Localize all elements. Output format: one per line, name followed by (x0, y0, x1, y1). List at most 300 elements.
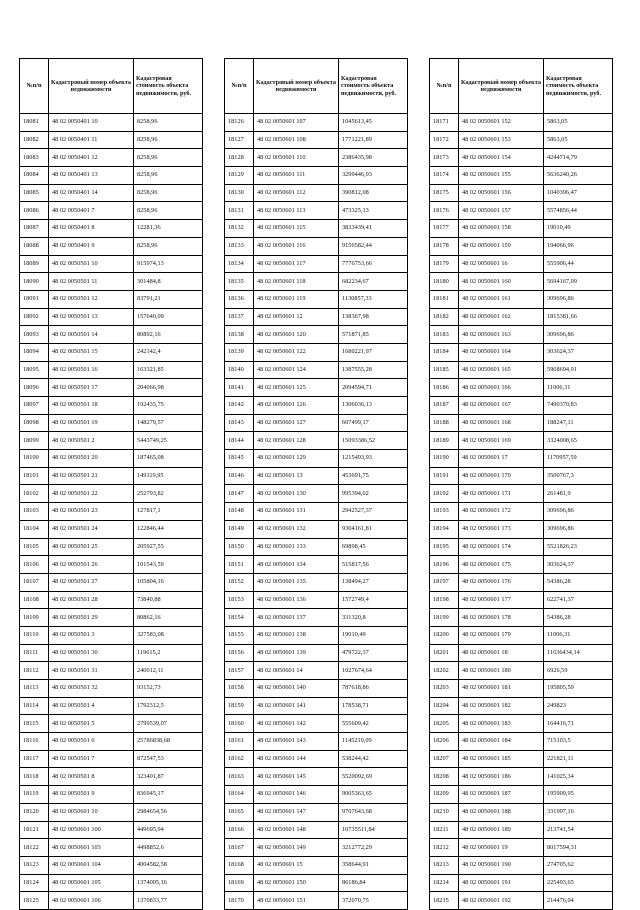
cadastral-number: 48 02 0050601 150 (254, 874, 339, 892)
table-header (430, 59, 613, 114)
cadastral-cost: 11006,31 (544, 379, 613, 397)
cadastral-number: 48 02 0050601 108 (254, 131, 339, 149)
table-row (20, 768, 203, 786)
row-number: 18084 (20, 167, 49, 185)
row-number: 18093 (20, 326, 49, 344)
table-row (225, 626, 408, 644)
table-row (225, 184, 408, 202)
row-number: 18183 (430, 326, 459, 344)
cadastral-cost: 11006,31 (544, 626, 613, 644)
cadastral-cost: 5968694,91 (544, 361, 613, 379)
cadastral-number: 48 02 0050601 159 (459, 237, 544, 255)
table-row (225, 308, 408, 326)
cadastral-number: 48 02 0050501 9 (49, 786, 134, 804)
cadastral-cost: 249823 (544, 697, 613, 715)
cadastral-cost: 69898,45 (339, 538, 408, 556)
row-number: 18123 (20, 856, 49, 874)
cadastral-cost: 301484,8 (134, 273, 203, 291)
cadastral-cost: 1572749,4 (339, 591, 408, 609)
cadastral-cost: 1027674,64 (339, 662, 408, 680)
cadastral-cost: 105804,16 (134, 573, 203, 591)
cadastral-number: 48 02 0050601 122 (254, 343, 339, 361)
header-cadastral-cost: Кадастровая стоимость объекта недвижимости, руб. (544, 59, 613, 114)
row-number: 18166 (225, 821, 254, 839)
cadastral-number: 48 02 0050601 155 (459, 167, 544, 185)
cadastral-number: 48 02 0050601 127 (254, 414, 339, 432)
cadastral-cost: 3299446,93 (339, 167, 408, 185)
cadastral-number: 48 02 0050501 25 (49, 538, 134, 556)
cadastral-cost: 221821,11 (544, 750, 613, 768)
table-row (225, 414, 408, 432)
row-number: 18098 (20, 414, 49, 432)
cadastral-cost: 3833439,41 (339, 220, 408, 238)
row-number: 18115 (20, 715, 49, 733)
cadastral-number: 48 02 0050601 182 (459, 697, 544, 715)
row-number: 18178 (430, 237, 459, 255)
table-row (20, 308, 203, 326)
cadastral-number: 48 02 0050501 12 (49, 290, 134, 308)
row-number: 18201 (430, 644, 459, 662)
row-number: 18086 (20, 202, 49, 220)
cadastral-cost: 25786838,68 (134, 733, 203, 751)
row-number: 18150 (225, 538, 254, 556)
row-number: 18202 (430, 662, 459, 680)
cadastral-cost: 163321,85 (134, 361, 203, 379)
cadastral-cost: 473325,13 (339, 202, 408, 220)
row-number: 18179 (430, 255, 459, 273)
cadastral-number: 48 02 0050601 125 (254, 379, 339, 397)
table-row (225, 573, 408, 591)
table-row (20, 573, 203, 591)
cadastral-number: 48 02 0050501 10 (49, 255, 134, 273)
cadastral-cost: 261481,9 (544, 485, 613, 503)
table-row (430, 856, 613, 874)
cadastral-cost: 225493,65 (544, 874, 613, 892)
row-number: 18169 (225, 874, 254, 892)
cadastral-cost: 205927,55 (134, 538, 203, 556)
table-row (225, 821, 408, 839)
cadastral-number: 48 02 0050601 187 (459, 786, 544, 804)
header-number: №п/п (20, 59, 49, 114)
row-number: 18204 (430, 697, 459, 715)
table-row (20, 131, 203, 149)
row-number: 18125 (20, 892, 49, 910)
cadastral-number: 48 02 0050601 105 (49, 874, 134, 892)
row-number: 18211 (430, 821, 459, 839)
row-number: 18107 (20, 573, 49, 591)
cadastral-number: 48 02 0050601 177 (459, 591, 544, 609)
cadastral-number: 48 02 0050401 14 (49, 184, 134, 202)
table-row (20, 786, 203, 804)
row-number: 18175 (430, 184, 459, 202)
row-number: 18112 (20, 662, 49, 680)
row-number: 18092 (20, 308, 49, 326)
table-row (20, 503, 203, 521)
row-number: 18141 (225, 379, 254, 397)
cadastral-cost: 303624,37 (544, 556, 613, 574)
row-number: 18082 (20, 131, 49, 149)
table-row (225, 450, 408, 468)
cadastral-number: 48 02 0050601 16 (459, 255, 544, 273)
cadastral-number: 48 02 0050601 117 (254, 255, 339, 273)
row-number: 18094 (20, 343, 49, 361)
table-row (430, 184, 613, 202)
table-row (430, 715, 613, 733)
row-number: 18210 (430, 803, 459, 821)
cadastral-cost: 453691,75 (339, 467, 408, 485)
table-row (430, 308, 613, 326)
cadastral-number: 48 02 0050601 135 (254, 573, 339, 591)
cadastral-cost: 555906,44 (544, 255, 613, 273)
table-row (20, 184, 203, 202)
table-row (20, 450, 203, 468)
cadastral-cost: 138494,27 (339, 573, 408, 591)
cadastral-number: 48 02 0050601 164 (459, 343, 544, 361)
table-row (20, 467, 203, 485)
row-number: 18191 (430, 467, 459, 485)
table-row (225, 343, 408, 361)
table-row (225, 149, 408, 167)
table-row (20, 273, 203, 291)
cadastral-cost: 309696,86 (544, 503, 613, 521)
cadastral-number: 48 02 0050501 20 (49, 450, 134, 468)
row-number: 18142 (225, 397, 254, 415)
row-number: 18109 (20, 609, 49, 627)
cadastral-cost: 54386,28 (544, 609, 613, 627)
table-row (430, 397, 613, 415)
table-row (20, 856, 203, 874)
table-row (20, 361, 203, 379)
table-row (225, 520, 408, 538)
table-row (225, 467, 408, 485)
cadastral-number: 48 02 0050401 12 (49, 149, 134, 167)
row-number: 18124 (20, 874, 49, 892)
table-row (430, 361, 613, 379)
row-number: 18199 (430, 609, 459, 627)
row-number: 18100 (20, 450, 49, 468)
cadastral-cost: 188247,11 (544, 414, 613, 432)
cadastral-number: 48 02 0050601 188 (459, 803, 544, 821)
cadastral-number: 48 02 0050601 192 (459, 892, 544, 910)
row-number: 18198 (430, 591, 459, 609)
table-row (430, 591, 613, 609)
row-number: 18099 (20, 432, 49, 450)
cadastral-number: 48 02 0050601 115 (254, 220, 339, 238)
table-row (20, 750, 203, 768)
cadastral-number: 48 02 0050601 167 (459, 397, 544, 415)
cadastral-number: 48 02 0050601 128 (254, 432, 339, 450)
row-number: 18101 (20, 467, 49, 485)
cadastral-cost: 4244714,79 (544, 149, 613, 167)
table-row (430, 626, 613, 644)
registry-table-1 (19, 58, 203, 910)
row-number: 18083 (20, 149, 49, 167)
cadastral-cost: 2386435,98 (339, 149, 408, 167)
row-number: 18081 (20, 114, 49, 132)
table-row (225, 237, 408, 255)
cadastral-cost: 194066,96 (544, 237, 613, 255)
cadastral-cost: 6926,59 (544, 662, 613, 680)
table-row (430, 255, 613, 273)
table-row (430, 167, 613, 185)
table-body (430, 114, 613, 910)
row-number: 18111 (20, 644, 49, 662)
cadastral-number: 48 02 0050601 19 (459, 839, 544, 857)
cadastral-cost: 622741,37 (544, 591, 613, 609)
cadastral-cost: 390812,08 (339, 184, 408, 202)
row-number: 18206 (430, 733, 459, 751)
table-row (430, 131, 613, 149)
cadastral-number: 48 02 0050601 103 (49, 839, 134, 857)
table-row (430, 733, 613, 751)
table-row (20, 609, 203, 627)
row-number: 18118 (20, 768, 49, 786)
cadastral-number: 48 02 0050601 172 (459, 503, 544, 521)
row-number: 18131 (225, 202, 254, 220)
table-row (225, 273, 408, 291)
cadastral-number: 48 02 0050601 186 (459, 768, 544, 786)
row-number: 18159 (225, 697, 254, 715)
row-number: 18188 (430, 414, 459, 432)
row-number: 18089 (20, 255, 49, 273)
table-row (430, 273, 613, 291)
cadastral-number: 48 02 0050601 160 (459, 273, 544, 291)
table-row (225, 768, 408, 786)
cadastral-cost: 1306036,13 (339, 397, 408, 415)
table-row (430, 114, 613, 132)
table-row (225, 202, 408, 220)
table-row (20, 803, 203, 821)
table-row (430, 290, 613, 308)
table-row (430, 379, 613, 397)
row-number: 18154 (225, 609, 254, 627)
table-row (20, 343, 203, 361)
table-row (225, 803, 408, 821)
row-number: 18187 (430, 397, 459, 415)
row-number: 18138 (225, 326, 254, 344)
table-row (225, 680, 408, 698)
table-row (225, 556, 408, 574)
table-row (225, 114, 408, 132)
cadastral-number: 48 02 0050601 126 (254, 397, 339, 415)
cadastral-number: 48 02 0050601 154 (459, 149, 544, 167)
header-cadastral-number: Кадастровый номер объекта недвижимости (49, 59, 134, 114)
table-row (20, 520, 203, 538)
cadastral-cost: 8258,96 (134, 202, 203, 220)
cadastral-cost: 19010,49 (544, 220, 613, 238)
table-row (430, 609, 613, 627)
cadastral-number: 48 02 0050501 2 (49, 432, 134, 450)
table-row (20, 397, 203, 415)
table-row (20, 591, 203, 609)
cadastral-cost: 213741,54 (544, 821, 613, 839)
cadastral-cost: 93152,73 (134, 680, 203, 698)
cadastral-number: 48 02 0050601 179 (459, 626, 544, 644)
cadastral-cost: 122846,44 (134, 520, 203, 538)
cadastral-number: 48 02 0050601 152 (459, 114, 544, 132)
cadastral-number: 48 02 0050501 32 (49, 680, 134, 698)
row-number: 18114 (20, 697, 49, 715)
cadastral-number: 48 02 0050501 5 (49, 715, 134, 733)
row-number: 18105 (20, 538, 49, 556)
table-row (430, 520, 613, 538)
table-row (225, 786, 408, 804)
cadastral-number: 48 02 0050501 7 (49, 750, 134, 768)
cadastral-cost: 309696,86 (544, 290, 613, 308)
cadastral-number: 48 02 0050501 6 (49, 733, 134, 751)
cadastral-cost: 10735511,84 (339, 821, 408, 839)
cadastral-number: 48 02 0050601 129 (254, 450, 339, 468)
cadastral-number: 48 02 0050601 134 (254, 556, 339, 574)
row-number: 18104 (20, 520, 49, 538)
table-row (430, 450, 613, 468)
cadastral-number: 48 02 0050601 144 (254, 750, 339, 768)
cadastral-number: 48 02 0050601 175 (459, 556, 544, 574)
row-number: 18090 (20, 273, 49, 291)
row-number: 18157 (225, 662, 254, 680)
row-number: 18196 (430, 556, 459, 574)
cadastral-number: 48 02 0050601 180 (459, 662, 544, 680)
cadastral-cost: 4498852,6 (134, 839, 203, 857)
cadastral-number: 48 02 0050601 149 (254, 839, 339, 857)
cadastral-number: 48 02 0050501 22 (49, 485, 134, 503)
row-number: 18181 (430, 290, 459, 308)
cadastral-cost: 80862,16 (134, 609, 203, 627)
cadastral-cost: 149119,95 (134, 467, 203, 485)
cadastral-number: 48 02 0050601 157 (459, 202, 544, 220)
cadastral-number: 48 02 0050601 104 (49, 856, 134, 874)
cadastral-number: 48 02 0050601 136 (254, 591, 339, 609)
cadastral-cost: 1792312,5 (134, 697, 203, 715)
row-number: 18162 (225, 750, 254, 768)
cadastral-cost: 5636240,26 (544, 167, 613, 185)
cadastral-cost: 141025,34 (544, 768, 613, 786)
cadastral-cost: 303624,37 (544, 343, 613, 361)
cadastral-cost: 1815381,66 (544, 308, 613, 326)
table-row (20, 290, 203, 308)
table-row (20, 114, 203, 132)
row-number: 18102 (20, 485, 49, 503)
cadastral-cost: 331320,8 (339, 609, 408, 627)
cadastral-cost: 1045613,45 (339, 114, 408, 132)
cadastral-cost: 538244,42 (339, 750, 408, 768)
table-row (225, 290, 408, 308)
cadastral-cost: 164416,71 (544, 715, 613, 733)
table-row (225, 220, 408, 238)
cadastral-number: 48 02 0050601 183 (459, 715, 544, 733)
cadastral-number: 48 02 0050601 143 (254, 733, 339, 751)
cadastral-number: 48 02 0050601 153 (459, 131, 544, 149)
cadastral-cost: 9304161,81 (339, 520, 408, 538)
cadastral-cost: 449695,94 (134, 821, 203, 839)
row-number: 18203 (430, 680, 459, 698)
row-number: 18133 (225, 237, 254, 255)
table-row (225, 697, 408, 715)
table-row (225, 644, 408, 662)
table-row (225, 361, 408, 379)
cadastral-number: 48 02 0050601 110 (254, 149, 339, 167)
table-row (225, 131, 408, 149)
cadastral-number: 48 02 0050601 163 (459, 326, 544, 344)
registry-table-2 (224, 58, 408, 910)
cadastral-cost: 1170957,59 (544, 450, 613, 468)
cadastral-number: 48 02 0050601 106 (49, 892, 134, 910)
row-number: 18180 (430, 273, 459, 291)
table-row (430, 750, 613, 768)
cadastral-number: 48 02 0050601 17 (459, 450, 544, 468)
table-row (20, 167, 203, 185)
row-number: 18132 (225, 220, 254, 238)
table-row (225, 856, 408, 874)
table-row (430, 768, 613, 786)
cadastral-number: 48 02 0050401 11 (49, 131, 134, 149)
cadastral-number: 48 02 0050601 137 (254, 609, 339, 627)
row-number: 18193 (430, 503, 459, 521)
row-number: 18182 (430, 308, 459, 326)
row-number: 18171 (430, 114, 459, 132)
cadastral-cost: 54386,28 (544, 573, 613, 591)
cadastral-cost: 214476,04 (544, 892, 613, 910)
cadastral-number: 48 02 0050601 13 (254, 467, 339, 485)
cadastral-cost: 995394,02 (339, 485, 408, 503)
row-number: 18126 (225, 114, 254, 132)
table-row (225, 326, 408, 344)
table-row (20, 414, 203, 432)
cadastral-cost: 8017594,31 (544, 839, 613, 857)
table-row (20, 662, 203, 680)
row-number: 18215 (430, 892, 459, 910)
cadastral-cost: 5574856,44 (544, 202, 613, 220)
row-number: 18108 (20, 591, 49, 609)
cadastral-number: 48 02 0050401 7 (49, 202, 134, 220)
row-number: 18176 (430, 202, 459, 220)
table-row (430, 697, 613, 715)
cadastral-cost: 8258,96 (134, 131, 203, 149)
cadastral-cost: 73840,88 (134, 591, 203, 609)
cadastral-cost: 327583,08 (134, 626, 203, 644)
table-row (225, 432, 408, 450)
cadastral-number: 48 02 0050601 168 (459, 414, 544, 432)
cadastral-cost: 9150582,44 (339, 237, 408, 255)
row-number: 18156 (225, 644, 254, 662)
cadastral-number: 48 02 0050601 131 (254, 503, 339, 521)
row-number: 18172 (430, 131, 459, 149)
cadastral-cost: 787618,86 (339, 680, 408, 698)
cadastral-cost: 5443749,25 (134, 432, 203, 450)
cadastral-number: 48 02 0050601 120 (254, 326, 339, 344)
row-number: 18177 (430, 220, 459, 238)
cadastral-cost: 8258,96 (134, 184, 203, 202)
row-number: 18146 (225, 467, 254, 485)
row-number: 18152 (225, 573, 254, 591)
cadastral-number: 48 02 0050601 145 (254, 768, 339, 786)
table-row (20, 220, 203, 238)
row-number: 18205 (430, 715, 459, 733)
row-number: 18167 (225, 839, 254, 857)
cadastral-number: 48 02 0050601 133 (254, 538, 339, 556)
row-number: 18168 (225, 856, 254, 874)
row-number: 18122 (20, 839, 49, 857)
row-number: 18087 (20, 220, 49, 238)
cadastral-cost: 192435,75 (134, 397, 203, 415)
cadastral-cost: 148279,57 (134, 414, 203, 432)
cadastral-number: 48 02 0050601 190 (459, 856, 544, 874)
cadastral-cost: 715103,5 (544, 733, 613, 751)
row-number: 18173 (430, 149, 459, 167)
row-number: 18189 (430, 432, 459, 450)
row-number: 18127 (225, 131, 254, 149)
cadastral-cost: 331997,16 (544, 803, 613, 821)
